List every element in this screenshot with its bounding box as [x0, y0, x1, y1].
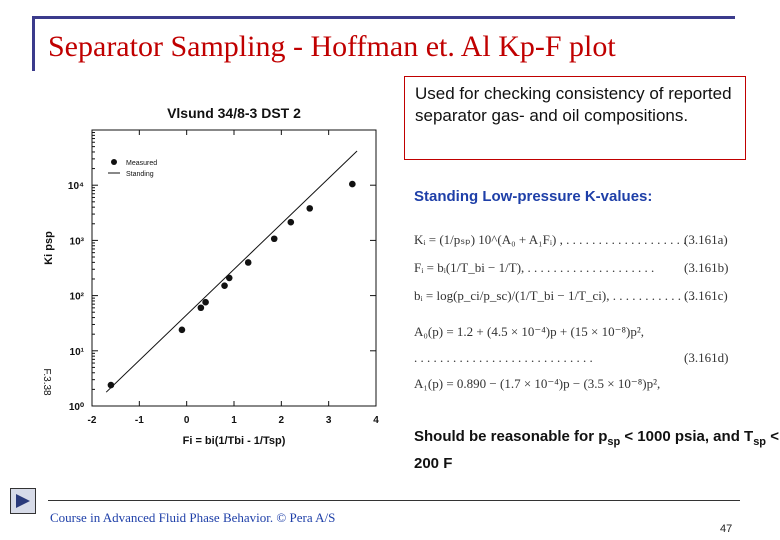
- chart-title: Vlsund 34/8-3 DST 2: [167, 105, 301, 121]
- callout-box: Used for checking consistency of reported separator gas- and oil compositions.: [404, 76, 746, 160]
- measured-point: [306, 205, 313, 212]
- measured-point: [288, 219, 295, 226]
- measured-point: [245, 259, 252, 266]
- y-tick-label: 10²: [69, 291, 84, 303]
- footer-divider: [48, 500, 740, 501]
- y-axis-label: Ki psp: [43, 231, 55, 265]
- page-number: 47: [720, 523, 733, 535]
- y-tick-label: 10¹: [69, 346, 84, 358]
- measured-point: [198, 304, 205, 311]
- legend-standing-label: Standing: [126, 171, 154, 178]
- x-axis-label: Fi = bi(1/Tbi - 1/Tsp): [182, 435, 286, 447]
- range-note: Should be reasonable for $p_{sp} < 1000$ psia, and $T_{sp} < 200$ F: [414, 428, 779, 472]
- x-tick-label: 4: [373, 415, 379, 426]
- x-tick-label: 2: [278, 415, 285, 426]
- slide-title: Separator Sampling - Hoffman et. Al Kp-F plot: [48, 30, 616, 63]
- measured-point: [349, 181, 356, 188]
- nav-arrow-icon: [11, 489, 35, 513]
- legend-measured-marker: [111, 159, 117, 165]
- measured-point: [226, 275, 233, 282]
- equation-3-161d: . . . . . . . . . . . . . . . . . . . . . . . . . . . . (3.161d): [414, 350, 729, 365]
- y-tick-label: 10⁰: [68, 402, 84, 413]
- measured-point: [179, 327, 186, 334]
- equation-a0: A₀(p) = 1.2 + (4.5 × 10⁻⁴)p + (15 × 10⁻⁸)p²,: [414, 324, 644, 339]
- y-tick-label: 10³: [69, 236, 84, 248]
- y-tick-label: 10⁴: [67, 181, 84, 193]
- equation-3-161a: Kᵢ = (1/pₛₚ) 10^(A₀ + A₁Fᵢ) , . . . . . . . . . . . . . . . . . . . (3.161a): [414, 232, 728, 247]
- measured-point: [108, 382, 115, 389]
- equation-3-161c: bᵢ = log(p_ci/p_sc)/(1/T_bi − 1/T_ci), . . . . . . . . . . . . . (3.161c): [414, 288, 728, 303]
- x-tick-label: -2: [87, 415, 97, 426]
- x-tick-label: 1: [231, 415, 237, 426]
- legend-measured-label: Measured: [126, 160, 158, 167]
- x-tick-label: -1: [134, 415, 144, 426]
- hoffman-kp-f-chart: [10, 92, 400, 472]
- standing-heading: Standing Low-pressure K-values:: [414, 188, 653, 205]
- x-tick-label: 3: [325, 415, 332, 426]
- slide-navigation-button[interactable]: [10, 488, 36, 514]
- equation-3-161b: Fᵢ = bᵢ(1/T_bi − 1/T), . . . . . . . . . . . . . . . . . . . . (3.161b): [414, 260, 729, 275]
- standing-line: [106, 151, 357, 392]
- x-tick-label: 0: [183, 415, 190, 426]
- measured-point: [221, 282, 228, 289]
- measured-point: [202, 299, 209, 306]
- measured-point: [271, 235, 278, 242]
- figure-side-label: F.3.38: [41, 368, 52, 396]
- equation-a1: A₁(p) = 0.890 − (1.7 × 10⁻⁴)p − (3.5 × 10⁻⁸)p²,: [414, 376, 661, 391]
- footer-text: Course in Advanced Fluid Phase Behavior. © Pera A/S: [50, 510, 336, 525]
- standing-equations: [414, 228, 744, 398]
